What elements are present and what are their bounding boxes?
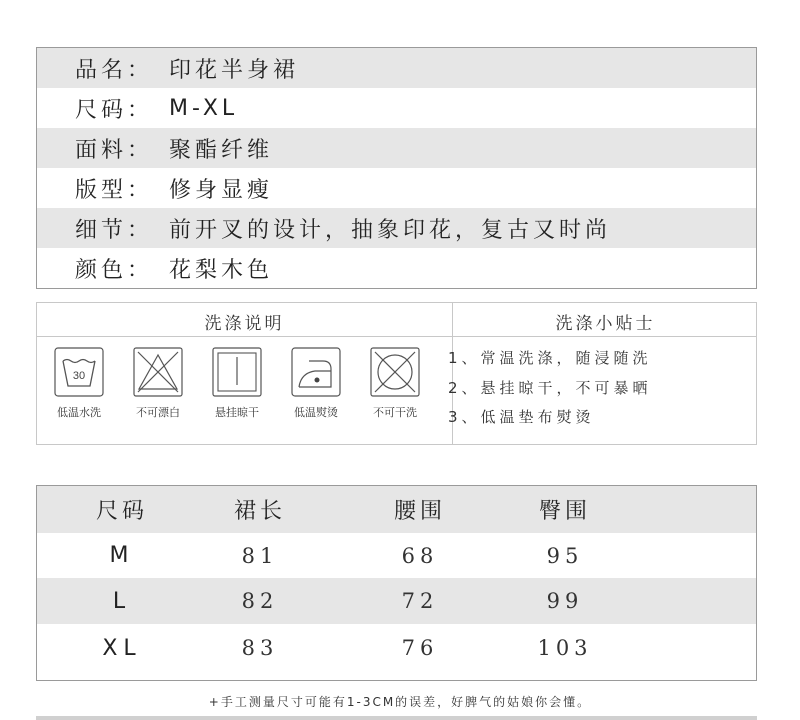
wash-tip: 3、低温垫布熨烫 — [448, 408, 595, 426]
info-value: M-XL — [169, 95, 239, 121]
hip-cell: 95 — [546, 543, 584, 568]
info-row-size — [37, 88, 756, 128]
no-tumble-dry-icon — [370, 347, 420, 397]
info-value: 修身显瘦 — [169, 177, 274, 203]
hip-cell: 103 — [537, 636, 593, 660]
care-item-hang-dry — [202, 347, 272, 420]
waist-cell: 68 — [401, 543, 439, 568]
info-label: 品名： — [75, 57, 154, 83]
length-cell: 83 — [241, 636, 279, 660]
header-hip: 臀围 — [538, 499, 591, 524]
info-value: 印花半身裙 — [169, 57, 300, 83]
size-table-header — [37, 486, 756, 533]
size-cell: M — [109, 543, 135, 568]
info-value: 聚酯纤维 — [169, 137, 274, 163]
low-iron-icon — [291, 347, 341, 397]
bottom-divider — [36, 716, 757, 720]
care-item-label: 不可漂白 — [136, 406, 180, 419]
wash-30-icon — [54, 347, 104, 397]
care-item-label: 低温熨烫 — [294, 406, 338, 419]
info-label: 细节： — [75, 217, 154, 243]
info-row-details — [37, 208, 756, 248]
info-label: 版型： — [75, 177, 154, 203]
wash-tip: 1、常温洗涤，随浸随洗 — [448, 349, 652, 367]
info-row-fabric — [37, 128, 756, 168]
table-row — [37, 624, 756, 672]
wash-temperature: 30 — [72, 370, 86, 382]
measurement-note: +手工测量尺寸可能有1-3CM的误差，好脾气的姑娘你会懂。 — [208, 695, 592, 709]
product-info-table — [36, 47, 757, 289]
size-table — [36, 485, 757, 681]
no-bleach-icon — [133, 347, 183, 397]
info-label: 尺码： — [75, 97, 154, 123]
size-cell: XL — [102, 635, 142, 661]
care-item-label: 不可干洗 — [373, 406, 417, 419]
info-row-fit — [37, 168, 756, 208]
hip-cell: 99 — [546, 589, 584, 613]
info-value: 花梨木色 — [169, 257, 274, 283]
header-size: 尺码 — [95, 499, 148, 524]
care-item-no-bleach — [123, 347, 193, 420]
header-waist: 腰围 — [393, 499, 446, 524]
care-item-wash — [44, 347, 114, 420]
table-row — [37, 578, 756, 624]
care-item-no-dry-clean — [360, 347, 430, 420]
care-item-low-iron — [281, 347, 351, 420]
info-row-name — [37, 48, 756, 88]
header-length: 裙长 — [233, 499, 286, 524]
table-row — [37, 533, 756, 578]
wash-tips-title: 洗涤小贴士 — [555, 314, 656, 334]
waist-cell: 76 — [401, 636, 439, 660]
care-item-label: 悬挂晾干 — [215, 406, 259, 419]
info-row-color — [37, 248, 756, 288]
care-item-label: 低温水洗 — [57, 406, 101, 419]
size-cell: L — [112, 588, 132, 614]
info-label: 颜色： — [75, 257, 154, 283]
wash-tip: 2、悬挂晾干，不可暴晒 — [448, 379, 652, 397]
header-divider — [37, 336, 756, 337]
waist-cell: 72 — [401, 589, 439, 613]
care-instructions-panel — [36, 302, 757, 445]
info-label: 面料： — [75, 137, 154, 163]
info-value: 前开叉的设计，抽象印花，复古又时尚 — [169, 217, 612, 243]
length-cell: 82 — [241, 589, 279, 613]
hang-dry-icon — [212, 347, 262, 397]
wash-instructions-title: 洗涤说明 — [204, 314, 285, 334]
length-cell: 81 — [241, 543, 279, 568]
